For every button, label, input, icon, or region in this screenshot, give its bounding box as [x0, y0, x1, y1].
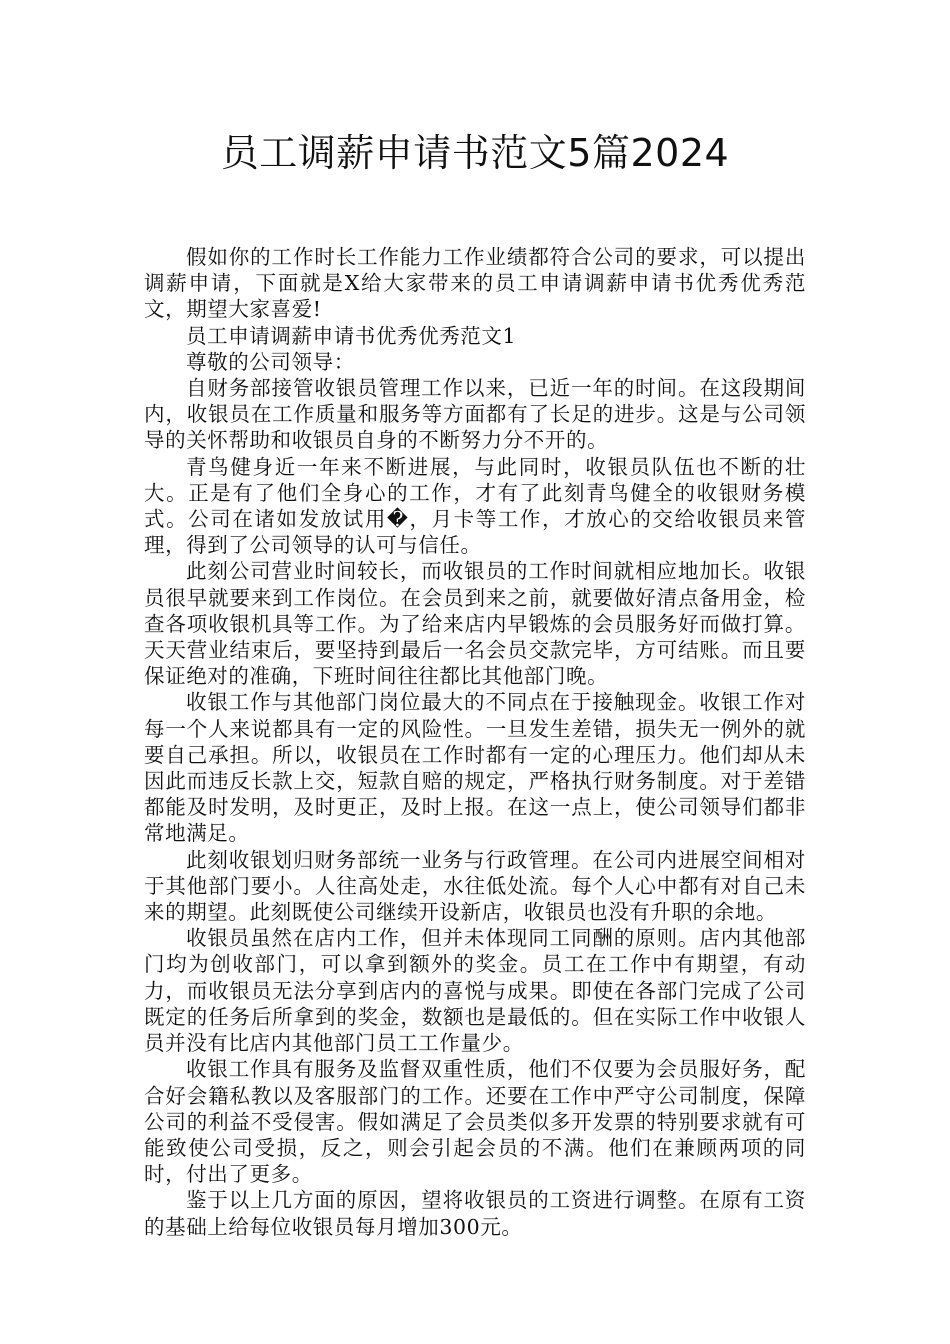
sample-heading: 员工申请调薪申请书优秀优秀范文1 — [186, 323, 517, 348]
body-paragraph: 收银员虽然在店内工作，但并未体现同工同酬的原则。店内其他部门均为创收部门，可以拿到额外的奖金。员工在工作中有期望，有动力，而收银员无法分享到店内的喜悦与成果。即使在各部门完成了公司既定的任务后所拿到的奖金，数额也是最低的。但在实际工作中收银人员并没有比店内其他部门员工工作量少。 — [144, 926, 806, 1056]
salutation: 尊敬的公司领导： — [186, 349, 355, 374]
body-paragraph: 此刻公司营业时间较长，而收银员的工作时间就相应地加长。收银员很早就要来到工作岗位。在会员到来之前，就要做好清点备用金，检查各项收银机具等工作。为了给来店内早锻炼的会员服务好而做打算。天天营业结束后，要坚持到最后一名会员交款完毕，方可结账。而且要保证绝对的准确，下班时间往往都比其他部门晚。 — [144, 559, 806, 689]
body-paragraph: 鉴于以上几方面的原因，望将收银员的工资进行调整。在原有工资的基础上给每位收银员每月增加300元。 — [144, 1188, 806, 1239]
document-title: 员工调薪申请书范文5篇2024 — [220, 131, 730, 175]
body-paragraph: 青鸟健身近一年来不断进展，与此同时，收银员队伍也不断的壮大。正是有了他们全身心的工作，才有了此刻青鸟健全的收银财务模式。公司在诸如发放试用�，月卡等工作，才放心的交给收银员来管理，得到了公司领导的认可与信任。 — [144, 454, 806, 558]
body-paragraph: 此刻收银划归财务部统一业务与行政管理。在公司内进展空间相对于其他部门要小。人往高处走，水往低处流。每个人心中都有对自己未来的期望。此刻既使公司继续开设新店，收银员也没有升职的余地。 — [144, 847, 806, 925]
body-paragraph: 收银工作具有服务及监督双重性质，他们不仅要为会员服好务，配合好会籍私教以及客服部门的工作。还要在工作中严守公司制度，保障公司的利益不受侵害。假如满足了会员类似多开发票的特别要求就有可能致使公司受损，反之，则会引起会员的不满。他们在兼顾两项的同时，付出了更多。 — [144, 1057, 806, 1187]
body-paragraph: 自财务部接管收银员管理工作以来，已近一年的时间。在这段期间内，收银员在工作质量和服务等方面都有了长足的进步。这是与公司领导的关怀帮助和收银员自身的不断努力分不开的。 — [144, 376, 806, 453]
body-paragraph: 收银工作与其他部门岗位最大的不同点在于接触现金。收银工作对每一个人来说都具有一定的风险性。一旦发生差错，损失无一例外的就要自己承担。所以，收银员在工作时都有一定的心理压力。他们却从未因此而违反长款上交，短款自赔的规定，严格执行财务制度。对于差错都能及时发明，及时更正，及时上报。在这一点上，使公司领导们都非常地满足。 — [144, 690, 806, 846]
document-body — [144, 244, 806, 1240]
intro-paragraph: 假如你的工作时长工作能力工作业绩都符合公司的要求，可以提出调薪申请，下面就是X给大家带来的员工申请调薪申请书优秀优秀范文，期望大家喜爱! — [144, 245, 806, 322]
